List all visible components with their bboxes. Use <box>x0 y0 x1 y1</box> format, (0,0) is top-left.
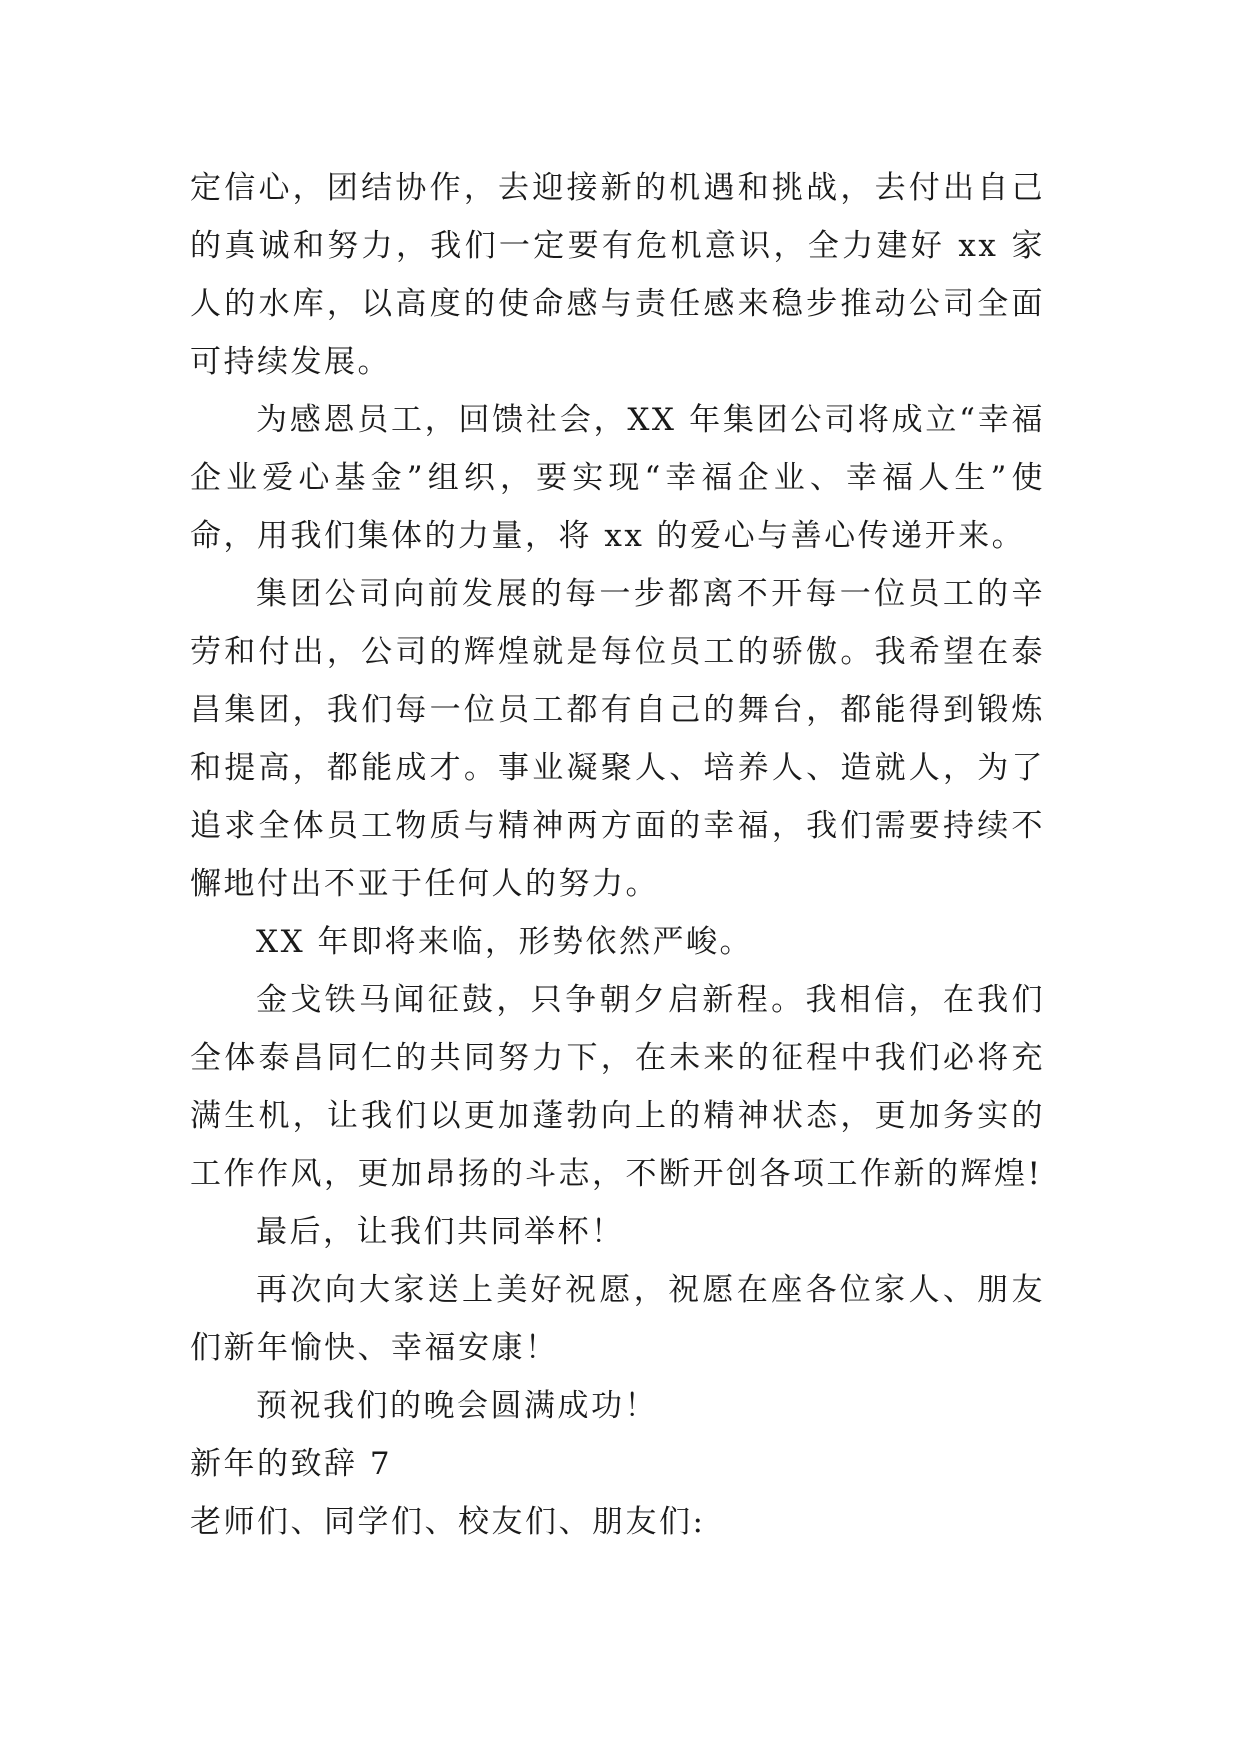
paragraph-employee-growth: 集团公司向前发展的每一步都离不开每一位员工的辛劳和付出，公司的辉煌就是每位员工的骄傲。我希望在泰昌集团，我们每一位员工都有自己的舞台，都能得到锻炼和提高，都能成才。事业凝聚人、培养人、造就人，为了追求全体员工物质与精神两方面的幸福，我们需要持续不懈地付出不亚于任何人的努力。 <box>190 576 1045 902</box>
paragraph-wishes: 再次向大家送上美好祝愿，祝愿在座各位家人、朋友们新年愉快、幸福安康！ <box>190 1272 1045 1366</box>
paragraph-new-journey: 金戈铁马闻征鼓，只争朝夕启新程。我相信，在我们全体泰昌同仁的共同努力下，在未来的征程中我们必将充满生机，让我们以更加蓬勃向上的精神状态，更加务实的工作作风，更加昂扬的斗志，不断开创各项工作新的辉煌! <box>190 982 1045 1192</box>
salutation: 老师们、同学们、校友们、朋友们: <box>190 1504 706 1540</box>
paragraph-outlook: XX 年即将来临，形势依然严峻。 <box>256 924 753 960</box>
paragraph-toast: 最后，让我们共同举杯！ <box>256 1214 625 1250</box>
paragraph-gala-success: 预祝我们的晚会圆满成功！ <box>256 1388 658 1424</box>
paragraph-continued: 定信心，团结协作，去迎接新的机遇和挑战，去付出自己的真诚和努力，我们一定要有危机意识，全力建好 xx 家人的水库，以高度的使命感与责任感来稳步推动公司全面可持续发展。 <box>190 170 1045 380</box>
document-body <box>190 159 1045 1551</box>
paragraph-charity-fund: 为感恩员工，回馈社会，XX 年集团公司将成立“幸福企业爱心基金”组织，要实现“幸福企业、幸福人生”使命，用我们集体的力量，将 xx 的爱心与善心传递开来。 <box>190 402 1045 554</box>
section-title: 新年的致辞 7 <box>190 1446 393 1482</box>
